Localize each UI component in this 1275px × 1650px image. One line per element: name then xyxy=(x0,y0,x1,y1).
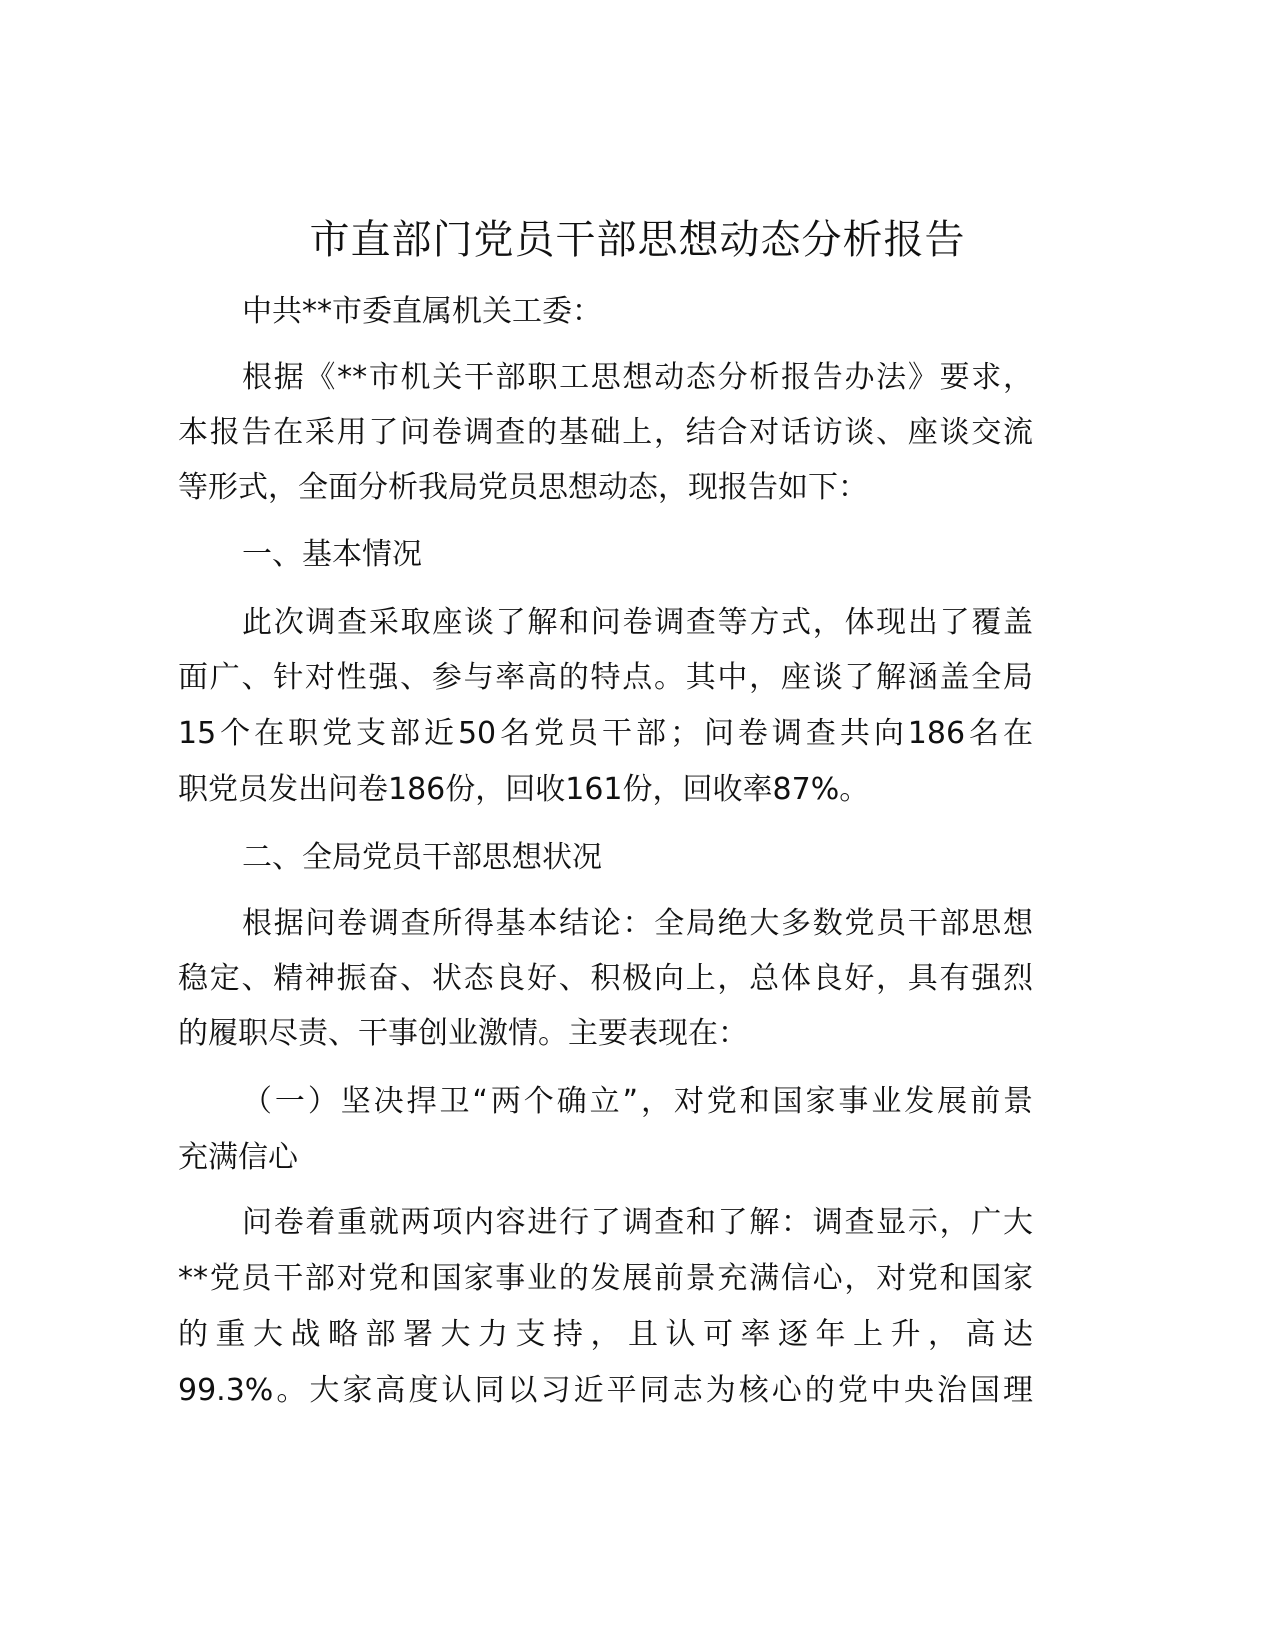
paragraph-line: 稳定、精神振奋、状态良好、积极向上，总体良好，具有强烈 xyxy=(178,961,1033,996)
paragraph-line: 等形式，全面分析我局党员思想动态，现报告如下： xyxy=(178,470,868,505)
paragraph-line: 本报告在采用了问卷调查的基础上，结合对话访谈、座谈交流 xyxy=(178,415,1033,450)
paragraph-line: 的履职尽责、干事创业激情。主要表现在： xyxy=(178,1016,748,1051)
paragraph-line: **党员干部对党和国家事业的发展前景充满信心，对党和国家 xyxy=(178,1261,1033,1296)
paragraph-line: 99.3%。大家高度认同以习近平同志为核心的党中央治国理 xyxy=(178,1373,1033,1408)
section-heading: 二、全局党员干部思想状况 xyxy=(242,840,602,875)
subsection-heading: （一）坚决捍卫“两个确立”，对党和国家事业发展前景 xyxy=(242,1084,1033,1119)
section-heading: 一、基本情况 xyxy=(242,537,422,572)
paragraph-line: 的重大战略部署大力支持，且认可率逐年上升，高达 xyxy=(178,1317,1033,1352)
paragraph-line: 此次调查采取座谈了解和问卷调查等方式，体现出了覆盖 xyxy=(242,605,1033,640)
subsection-heading: 充满信心 xyxy=(178,1140,298,1175)
paragraph-line: 根据《**市机关干部职工思想动态分析报告办法》要求， xyxy=(242,360,1033,395)
paragraph-line: 15个在职党支部近50名党员干部；问卷调查共向186名在 xyxy=(178,716,1033,751)
paragraph-line: 根据问卷调查所得基本结论：全局绝大多数党员干部思想 xyxy=(242,906,1033,941)
paragraph-line: 职党员发出问卷186份，回收161份，回收率87%。 xyxy=(178,772,870,807)
document-title: 市直部门党员干部思想动态分析报告 xyxy=(309,217,966,263)
paragraph-line: 问卷着重就两项内容进行了调查和了解：调查显示，广大 xyxy=(242,1205,1033,1240)
paragraph-line: 面广、针对性强、参与率高的特点。其中，座谈了解涵盖全局 xyxy=(178,660,1033,695)
salutation: 中共**市委直属机关工委： xyxy=(242,294,602,329)
